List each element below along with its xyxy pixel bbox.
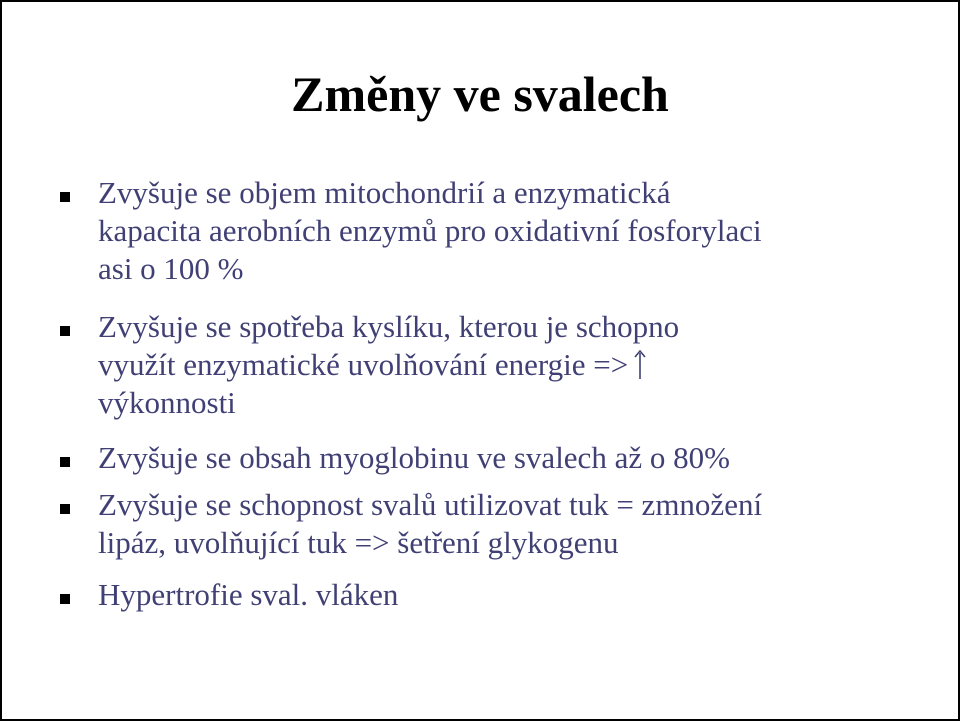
bullet-item-oxygen — [60, 308, 920, 422]
bullet-item-hypertrophy — [60, 576, 920, 614]
bullet-text: Zvyšuje se objem mitochondrií a enzymatická kapacita aerobních enzymů pro oxidativní fosforylaci asi o 100 % — [98, 175, 762, 286]
bullet-item-fat — [60, 486, 920, 562]
bullet-item-mitochondria — [60, 174, 920, 288]
bullet-item-myoglobin — [60, 439, 920, 477]
bullet-line: využít enzymatické uvolňování energie => — [98, 347, 629, 382]
bullet-text: Hypertrofie sval. vláken — [98, 577, 399, 612]
up-arrow-icon — [634, 349, 646, 379]
bullet-text: Zvyšuje se obsah myoglobinu ve svalech až o 80% — [98, 440, 730, 475]
bullet-text — [98, 308, 920, 422]
bullet-text: Zvyšuje se schopnost svalů utilizovat tuk = zmnožení lipáz, uvolňující tuk => šetření glykogenu — [98, 487, 763, 560]
square-bullet-icon — [60, 504, 70, 514]
square-bullet-icon — [60, 192, 70, 202]
bullet-line: Zvyšuje se spotřeba kyslíku, kterou je schopno — [98, 309, 680, 344]
square-bullet-icon — [60, 457, 70, 467]
square-bullet-icon — [60, 326, 70, 336]
square-bullet-icon — [60, 594, 70, 604]
bullet-line: výkonnosti — [98, 385, 236, 420]
slide-title: Změny ve svalech — [291, 66, 669, 122]
